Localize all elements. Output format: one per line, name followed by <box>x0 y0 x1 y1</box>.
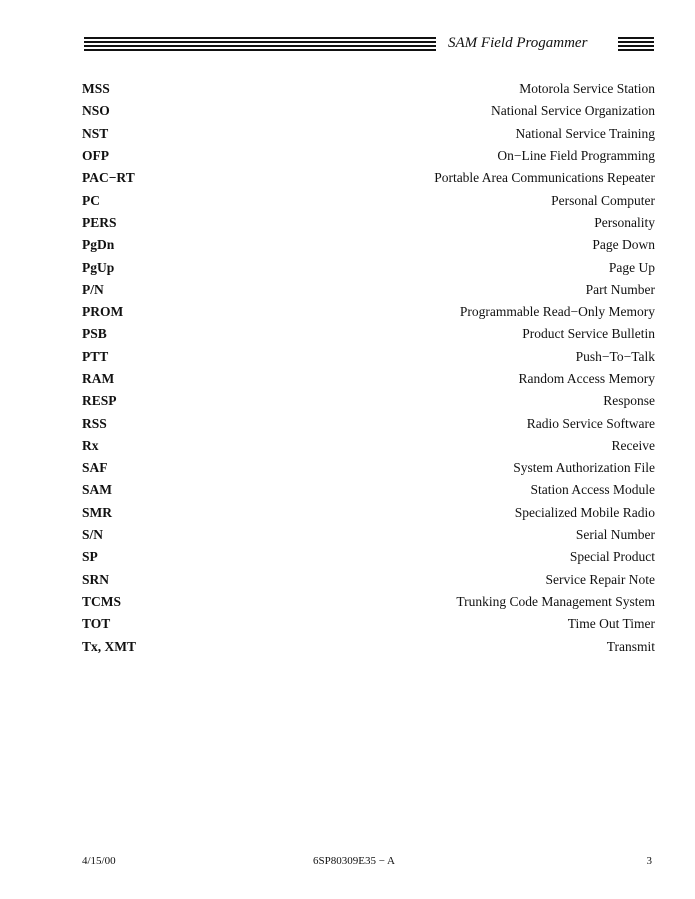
list-item <box>82 279 655 301</box>
definition: Specialized Mobile Radio <box>514 504 655 520</box>
rule-line <box>84 49 436 51</box>
definition: Special Product <box>569 549 655 565</box>
rule-line <box>84 41 436 43</box>
header-title: SAM Field Progammer <box>448 35 588 51</box>
list-item <box>82 323 655 345</box>
rule-line <box>84 45 436 47</box>
list-item <box>82 412 655 434</box>
definition: Personal Computer <box>551 192 655 208</box>
list-item <box>82 167 655 189</box>
footer-date: 4/15/00 <box>82 855 116 867</box>
list-item <box>82 390 655 412</box>
rule-line <box>618 45 654 47</box>
definition: Response <box>603 393 655 409</box>
abbreviation: PgDn <box>82 237 115 253</box>
abbreviation: PTT <box>82 348 109 364</box>
header-rule-left <box>84 37 436 53</box>
abbreviation: NST <box>82 125 109 141</box>
list-item <box>82 212 655 234</box>
list-item <box>82 435 655 457</box>
abbreviation: SMR <box>82 504 112 520</box>
list-item <box>82 591 655 613</box>
page-footer <box>82 855 652 871</box>
abbreviation: Rx <box>82 437 99 453</box>
definition: Radio Service Software <box>526 415 655 431</box>
rule-line <box>618 37 654 39</box>
list-item <box>82 457 655 479</box>
abbreviation: TCMS <box>82 593 122 609</box>
abbreviation: RSS <box>82 415 107 431</box>
footer-document-number: 6SP80309E35 − A <box>313 855 395 867</box>
definition: Push−To−Talk <box>575 348 655 364</box>
abbreviation: PERS <box>82 214 117 230</box>
abbreviation-list <box>82 78 655 658</box>
definition: Station Access Module <box>530 482 655 498</box>
rule-line <box>618 41 654 43</box>
abbreviation: TOT <box>82 616 111 632</box>
definition: Random Access Memory <box>518 371 655 386</box>
abbreviation: PAC−RT <box>82 170 135 186</box>
abbreviation: SRN <box>82 571 110 587</box>
header-rule-right <box>618 37 654 53</box>
definition: Transmit <box>606 638 655 654</box>
list-item <box>82 502 655 524</box>
page-number: 3 <box>646 855 652 867</box>
abbreviation: MSS <box>82 81 110 97</box>
abbreviation: PSB <box>82 326 107 342</box>
abbreviation: P/N <box>82 281 104 297</box>
abbreviation: OFP <box>82 148 109 164</box>
list-item <box>82 78 655 100</box>
list-item <box>82 301 655 323</box>
abbreviation: PgUp <box>82 259 115 275</box>
list-item <box>82 569 655 591</box>
list-item <box>82 234 655 256</box>
definition: Motorola Service Station <box>519 81 655 97</box>
list-item <box>82 189 655 211</box>
list-item <box>82 256 655 278</box>
abbreviation: SAF <box>82 460 108 476</box>
list-item <box>82 100 655 122</box>
definition: Serial Number <box>575 527 655 543</box>
abbreviation: SP <box>82 549 98 565</box>
definition: Programmable Read−Only Memory <box>459 304 655 320</box>
list-item <box>82 145 655 167</box>
list-item <box>82 479 655 501</box>
definition: Page Up <box>608 259 655 275</box>
rule-line <box>618 49 654 51</box>
abbreviation: RAM <box>82 371 115 386</box>
definition: Trunking Code Management System <box>456 593 655 609</box>
list-item <box>82 546 655 568</box>
list-item <box>82 613 655 635</box>
abbreviation: NSO <box>82 103 110 119</box>
list-item <box>82 524 655 546</box>
page-header <box>84 35 654 57</box>
abbreviation: S/N <box>82 527 104 543</box>
definition: Personality <box>594 214 655 230</box>
definition: On−Line Field Programming <box>497 148 655 164</box>
definition: Page Down <box>592 237 655 253</box>
list-item <box>82 123 655 145</box>
list-item <box>82 635 655 657</box>
abbreviation: PROM <box>82 304 124 320</box>
rule-line <box>84 37 436 39</box>
definition: Time Out Timer <box>567 616 655 632</box>
abbreviation: PC <box>82 192 100 208</box>
definition: Part Number <box>585 281 655 297</box>
definition: Product Service Bulletin <box>522 326 655 342</box>
definition: System Authorization File <box>513 460 655 476</box>
abbreviation: SAM <box>82 482 112 498</box>
definition: Receive <box>611 437 655 453</box>
list-item <box>82 368 655 390</box>
definition: National Service Training <box>515 125 655 141</box>
abbreviation: Tx, XMT <box>82 638 136 654</box>
list-item <box>82 346 655 368</box>
definition: National Service Organization <box>491 103 655 119</box>
definition: Portable Area Communications Repeater <box>434 170 655 186</box>
definition: Service Repair Note <box>545 571 655 587</box>
abbreviation: RESP <box>82 393 117 409</box>
